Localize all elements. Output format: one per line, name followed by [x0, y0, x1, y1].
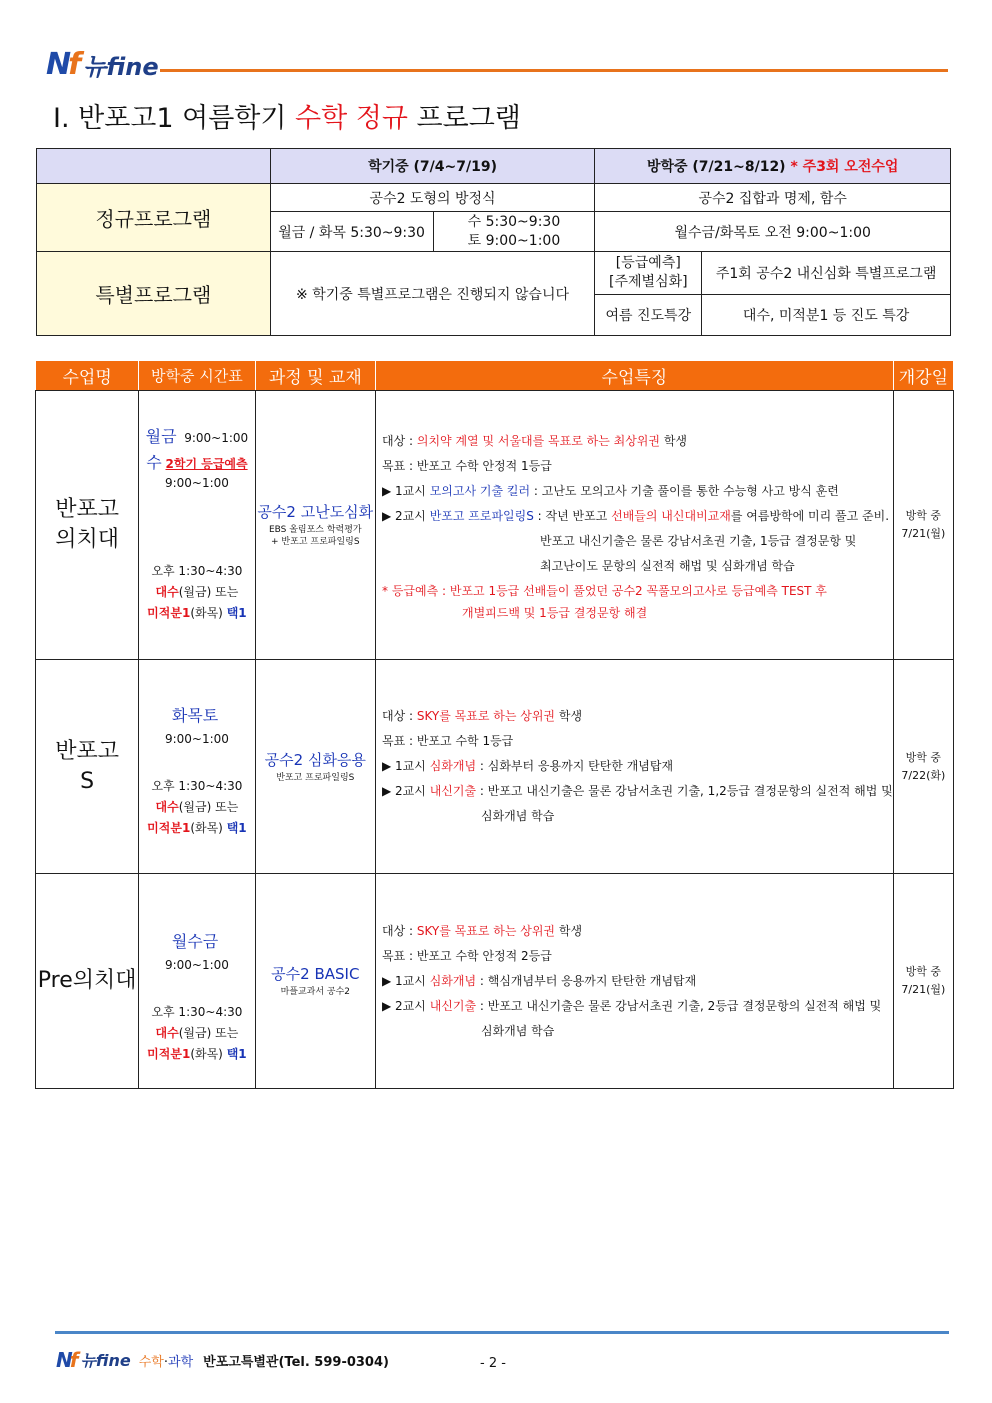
l1-post: : 심화부터 응용까지 탄탄한 개념탑재 — [476, 759, 674, 773]
class-schedule — [139, 391, 255, 660]
opt2-end: 택1 — [226, 1047, 247, 1061]
class-features — [376, 391, 894, 660]
l1-pre: ▶ 1교시 — [382, 973, 430, 988]
opt1-strong: 대수 — [155, 800, 179, 814]
class-name — [36, 391, 139, 660]
feat-line3: * 등급예측 : 반포고 1등급 선배들이 풀었던 공수2 꼭풀모의고사로 등급예측 TEST 후 — [382, 583, 827, 598]
schedule-corner — [37, 149, 271, 184]
feat-line2-cont1: 반포고 내신기출은 물론 강남서초권 기출, 1등급 결정문항 및 — [540, 533, 857, 548]
header-divider — [160, 69, 948, 72]
sched-pm: 오후 1:30~4:30 — [151, 779, 243, 793]
feat-line2-cont1: 심화개념 학습 — [481, 1023, 555, 1038]
opt2-end: 택1 — [226, 821, 247, 835]
title-suffix: 프로그램 — [407, 103, 521, 134]
footer-logo-n-mark: N — [56, 1348, 70, 1372]
regular-sem-time2b: 토 9:00~1:00 — [467, 232, 561, 249]
title-highlight: 수학 정규 — [295, 103, 408, 134]
special-vac-desc2: 대수, 미적분1 등 진도 특강 — [702, 295, 951, 336]
page-number: - 2 - — [480, 1356, 506, 1371]
course-table-header — [36, 361, 954, 391]
footer-sub-dot: · — [163, 1355, 169, 1370]
col-vacation-schedule: 방학중 시간표 — [139, 361, 255, 391]
open-line1: 방학 중 — [905, 509, 942, 522]
sched-pm: 오후 1:30~4:30 — [151, 1005, 243, 1019]
l2-highlight: 내신기출 — [429, 784, 477, 798]
logo-f-mark: f — [68, 47, 82, 82]
open-line1: 방학 중 — [905, 750, 942, 764]
target-post: 학생 — [555, 709, 583, 723]
col-start-date: 개강일 — [893, 361, 953, 391]
feat-goal: 목표 : 반포고 수학 안정적 1등급 — [382, 458, 552, 473]
target-post: 학생 — [555, 923, 583, 938]
sched-option2 — [139, 1044, 254, 1064]
regular-program-label: 정규프로그램 — [37, 184, 271, 252]
sched-day: 월수금 — [171, 932, 219, 951]
open-line1: 방학 중 — [905, 965, 942, 978]
course-book-text: 반포고 프로파일링S — [276, 772, 355, 783]
sched-main — [139, 423, 254, 450]
feat-line1 — [382, 479, 893, 504]
class-name-line1: Pre의치대 — [37, 968, 137, 994]
feat-line2 — [382, 994, 893, 1019]
l1-post: : 고난도 모의고사 기출 풀이를 통한 수능형 사고 방식 훈련 — [530, 483, 839, 498]
sched-extra: 2학기 등급예측 — [165, 457, 248, 471]
opt2-rest: (화목) — [190, 606, 227, 620]
target-red: 의치약 계열 및 서울대를 목표로 하는 최상위권 — [416, 433, 660, 448]
class-name-line1: 반포고 — [55, 497, 119, 523]
target-red: SKY를 목표로 하는 상위권 — [416, 709, 556, 723]
l2-mid: : 작년 반포고 — [533, 508, 612, 523]
table-row — [36, 874, 954, 1089]
course-name: 공수2 고난도심화 — [257, 503, 374, 522]
special-sem-note: ※ 학기중 특별프로그램은 진행되지 않습니다 — [270, 252, 595, 336]
target-pre: 대상 : — [382, 923, 417, 938]
l2-red: 선배들의 내신대비교재 — [611, 508, 731, 523]
regular-sem-topic: 공수2 도형의 방정식 — [270, 184, 595, 212]
class-name-line2: S — [80, 768, 95, 794]
feat-line2-cont2: 최고난이도 문항의 실전적 해법 및 심화개념 학습 — [540, 558, 795, 573]
start-date — [893, 660, 953, 874]
l2-post: : 반포고 내신기출은 물론 강남서초권 기출, 1,2등급 결정문항의 실전적 해법 및 — [476, 784, 893, 798]
target-post: 학생 — [660, 433, 687, 448]
sched-option1 — [139, 582, 254, 602]
page-title — [53, 96, 521, 135]
class-name-line1: 반포고 — [55, 738, 119, 764]
col-semester: 학기중 (7/4~7/19) — [270, 149, 595, 184]
col-vacation-note: * 주3회 오전수업 — [790, 159, 899, 175]
sched-day: 월금 — [145, 427, 177, 446]
footer-sub-b: 과학 — [168, 1355, 194, 1370]
footer-logo-text: 뉴fine — [80, 1351, 131, 1371]
course-name: 공수2 BASIC — [271, 965, 360, 984]
course-book — [255, 874, 375, 1089]
opt1-strong: 대수 — [155, 585, 179, 599]
book-line1: EBS 올림포스 학력평가 — [268, 525, 362, 536]
class-schedule — [139, 874, 255, 1089]
feat-line1 — [382, 969, 893, 994]
opt2-end: 택1 — [226, 606, 247, 620]
sched-time: 9:00~1:00 — [184, 431, 249, 445]
regular-sem-time2a: 수 5:30~9:30 — [467, 213, 561, 230]
col-class-name: 수업명 — [36, 361, 139, 391]
open-line2: 7/21(월) — [901, 983, 946, 996]
l1-highlight: 모의고사 기출 킬러 — [429, 483, 531, 498]
sched-option1 — [139, 1023, 254, 1043]
feat-line2-cont1: 심화개념 학습 — [481, 809, 555, 823]
opt1-rest: (월금) 또는 — [178, 1026, 239, 1040]
col-course-book: 과정 및 교재 — [255, 361, 375, 391]
feat-target — [382, 704, 893, 729]
special-vac-tags — [595, 252, 702, 295]
feat-line2 — [382, 779, 893, 804]
regular-vac-topic: 공수2 집합과 명제, 함수 — [595, 184, 951, 212]
footer-logo-f-mark: f — [69, 1348, 79, 1372]
feat-target — [382, 919, 893, 944]
l2-highlight: 반포고 프로파일링S — [429, 508, 534, 523]
sched-time2: 9:00~1:00 — [164, 476, 229, 490]
logo-n-mark: N — [46, 47, 69, 82]
brand-logo — [46, 40, 159, 80]
regular-sem-time1: 월금 / 화목 5:30~9:30 — [270, 212, 433, 252]
sched-option2 — [139, 818, 254, 838]
col-features: 수업특징 — [376, 361, 894, 391]
sched-day2: 수 — [146, 453, 162, 472]
sched-day: 화목토 — [171, 706, 219, 725]
opt1-strong: 대수 — [155, 1026, 179, 1040]
sched-option1 — [139, 797, 254, 817]
opt1-rest: (월금) 또는 — [178, 800, 239, 814]
sched-time: 9:00~1:00 — [164, 958, 229, 973]
opt1-rest: (월금) 또는 — [178, 585, 239, 599]
feat-line3-cont: 개별피드백 및 1등급 결정문항 해결 — [462, 605, 648, 620]
table-row — [36, 660, 954, 874]
l1-highlight: 심화개념 — [429, 759, 477, 773]
opt2-rest: (화목) — [190, 821, 227, 835]
course-book — [255, 391, 375, 660]
target-red: SKY를 목표로 하는 상위권 — [416, 923, 556, 938]
special-vac-tag3: 여름 진도특강 — [595, 295, 702, 336]
table-row — [36, 391, 954, 660]
footer-campus: 반포고특별관(Tel. 599-0304) — [203, 1355, 389, 1370]
footer-sub-a: 수학 — [138, 1355, 164, 1370]
l2-pre: ▶ 2교시 — [382, 508, 430, 523]
feat-line1 — [382, 754, 893, 779]
l2-pre: ▶ 2교시 — [382, 998, 430, 1013]
l1-pre: ▶ 1교시 — [382, 759, 430, 773]
class-name — [36, 874, 139, 1089]
target-pre: 대상 : — [382, 433, 417, 448]
start-date — [893, 874, 953, 1089]
book-line2: + 반포고 프로파일링S — [271, 537, 360, 547]
schedule-summary-table — [36, 148, 951, 336]
sched-main — [139, 702, 254, 750]
course-book-text: 마플교과서 공수2 — [280, 987, 351, 998]
feat-target — [382, 429, 893, 454]
footer-subjects — [139, 1351, 193, 1370]
feat-line2 — [382, 504, 893, 529]
opt2-strong: 미적분1 — [147, 606, 191, 620]
regular-vac-time: 월수금/화목토 오전 9:00~1:00 — [595, 212, 951, 252]
opt2-rest: (화목) — [190, 1047, 227, 1061]
special-vac-tag2: [주제별심화] — [609, 274, 688, 290]
col-vacation-label: 방학중 (7/21~8/12) — [646, 159, 786, 175]
l2-post: 를 여름방학에 미리 풀고 준비. — [730, 508, 890, 523]
class-features — [376, 660, 894, 874]
class-schedule — [139, 660, 255, 874]
l2-pre: ▶ 2교시 — [382, 784, 430, 798]
target-pre: 대상 : — [382, 709, 417, 723]
l2-highlight: 내신기출 — [429, 998, 477, 1013]
opt2-strong: 미적분1 — [147, 1047, 191, 1061]
special-vac-desc1: 주1회 공수2 내신심화 특별프로그램 — [702, 252, 951, 295]
class-name-line2: 의치대 — [55, 527, 119, 552]
opt2-strong: 미적분1 — [147, 821, 191, 835]
start-date — [893, 391, 953, 660]
special-vac-tag1: [등급예측] — [615, 255, 681, 271]
course-name: 공수2 심화응용 — [264, 750, 366, 769]
logo-text: 뉴fine — [83, 52, 159, 81]
col-vacation — [595, 149, 951, 184]
l1-pre: ▶ 1교시 — [382, 483, 430, 498]
sched-main — [139, 928, 254, 976]
feat-goal: 목표 : 반포고 수학 1등급 — [382, 734, 514, 748]
course-table — [35, 360, 954, 1089]
sched-option2 — [139, 603, 254, 623]
title-prefix: Ⅰ. 반포고1 여름학기 — [53, 103, 296, 134]
footer-divider — [55, 1331, 949, 1334]
footer — [56, 1350, 389, 1370]
course-book — [255, 660, 375, 874]
open-line2: 7/22(화) — [901, 768, 946, 782]
regular-sem-time2 — [433, 212, 595, 252]
l1-highlight: 심화개념 — [429, 973, 477, 988]
feat-goal: 목표 : 반포고 수학 안정적 2등급 — [382, 948, 552, 963]
class-name — [36, 660, 139, 874]
sched-pm: 오후 1:30~4:30 — [151, 564, 243, 578]
class-features — [376, 874, 894, 1089]
open-line2: 7/21(월) — [901, 527, 946, 540]
special-program-label: 특별프로그램 — [37, 252, 271, 336]
sched-time: 9:00~1:00 — [164, 732, 229, 747]
l2-post: : 반포고 내신기출은 물론 강남서초권 기출, 2등급 결정문항의 실전적 해법 및 — [476, 998, 882, 1013]
course-book-text — [256, 525, 375, 548]
l1-post: : 핵심개념부터 응용까지 탄탄한 개념탑재 — [476, 973, 697, 988]
